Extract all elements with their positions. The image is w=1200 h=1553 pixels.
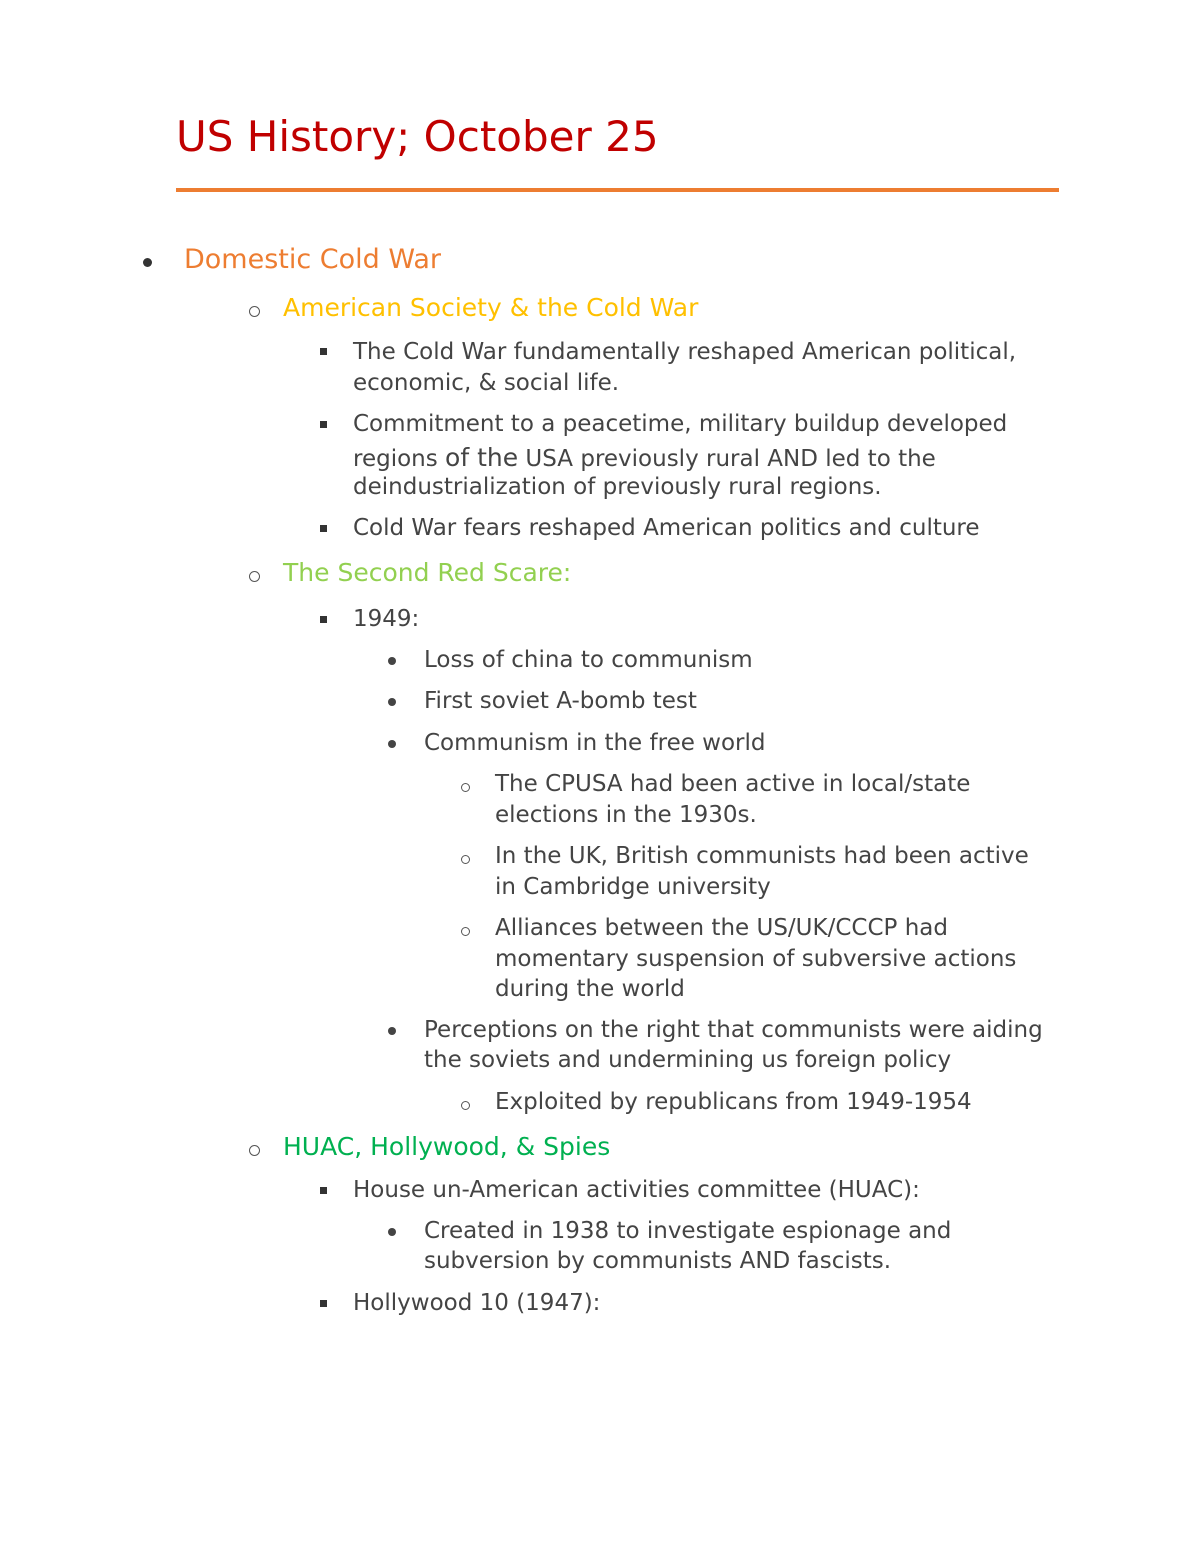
text-run-larger: of the [445, 443, 519, 472]
bullet-dot [388, 657, 396, 665]
list-item-continued: elections in the 1930s. [495, 802, 757, 828]
list-item-continued: in Cambridge university [495, 874, 771, 900]
list-item-continued: deindustrialization of previously rural regions. [353, 474, 882, 500]
list-item: Commitment to a peacetime, military buildup developed [353, 411, 1008, 437]
section-heading-huac: HUAC, Hollywood, & Spies [283, 1132, 611, 1161]
list-item: Created in 1938 to investigate espionage and [424, 1218, 952, 1244]
bullet-square [320, 1300, 327, 1307]
text-run: USA previously rural AND led to the [518, 446, 936, 472]
bullet-circle [249, 1145, 260, 1156]
bullet-circle [461, 1101, 470, 1110]
bullet-circle [461, 927, 470, 936]
bullet-dot [388, 740, 396, 748]
list-item: House un-American activities committee (HUAC): [353, 1177, 920, 1203]
bullet-square [320, 421, 327, 428]
list-item-continued [353, 442, 936, 475]
outline-heading-domestic-cold-war: Domestic Cold War [184, 244, 442, 275]
bullet-circle [461, 783, 470, 792]
list-item: 1949: [353, 606, 420, 632]
bullet-square [320, 348, 327, 355]
list-item: The CPUSA had been active in local/state [495, 771, 971, 797]
list-item: Communism in the free world [424, 730, 766, 756]
bullet-square [320, 616, 327, 623]
list-item-continued: during the world [495, 976, 685, 1002]
bullet-square [320, 525, 327, 532]
list-item: Cold War fears reshaped American politics and culture [353, 515, 980, 541]
section-heading-american-society: American Society & the Cold War [283, 293, 699, 322]
bullet-dot [388, 1027, 396, 1035]
bullet-dot [388, 698, 396, 706]
list-item: The Cold War fundamentally reshaped American political, [353, 339, 1017, 365]
bullet-dot [143, 258, 152, 267]
list-item-continued: momentary suspension of subversive actions [495, 946, 1017, 972]
bullet-circle [249, 571, 260, 582]
bullet-circle [249, 306, 260, 317]
bullet-dot [388, 1228, 396, 1236]
bullet-circle [461, 855, 470, 864]
list-item: Hollywood 10 (1947): [353, 1290, 601, 1316]
list-item-continued: economic, & social life. [353, 370, 620, 396]
list-item: Alliances between the US/UK/CCCP had [495, 915, 948, 941]
list-item: Exploited by republicans from 1949-1954 [495, 1089, 972, 1115]
list-item-continued: the soviets and undermining us foreign policy [424, 1047, 952, 1073]
list-item: Loss of china to communism [424, 647, 753, 673]
list-item: In the UK, British communists had been active [495, 843, 1029, 869]
title-underline [176, 188, 1059, 192]
list-item-continued: subversion by communists AND fascists. [424, 1248, 892, 1274]
list-item: First soviet A-bomb test [424, 688, 697, 714]
page-title: US History; October 25 [176, 112, 659, 161]
text-run: regions [353, 446, 446, 472]
list-item: Perceptions on the right that communists were aiding [424, 1017, 1043, 1043]
bullet-square [320, 1187, 327, 1194]
section-heading-second-red-scare: The Second Red Scare: [283, 558, 572, 587]
